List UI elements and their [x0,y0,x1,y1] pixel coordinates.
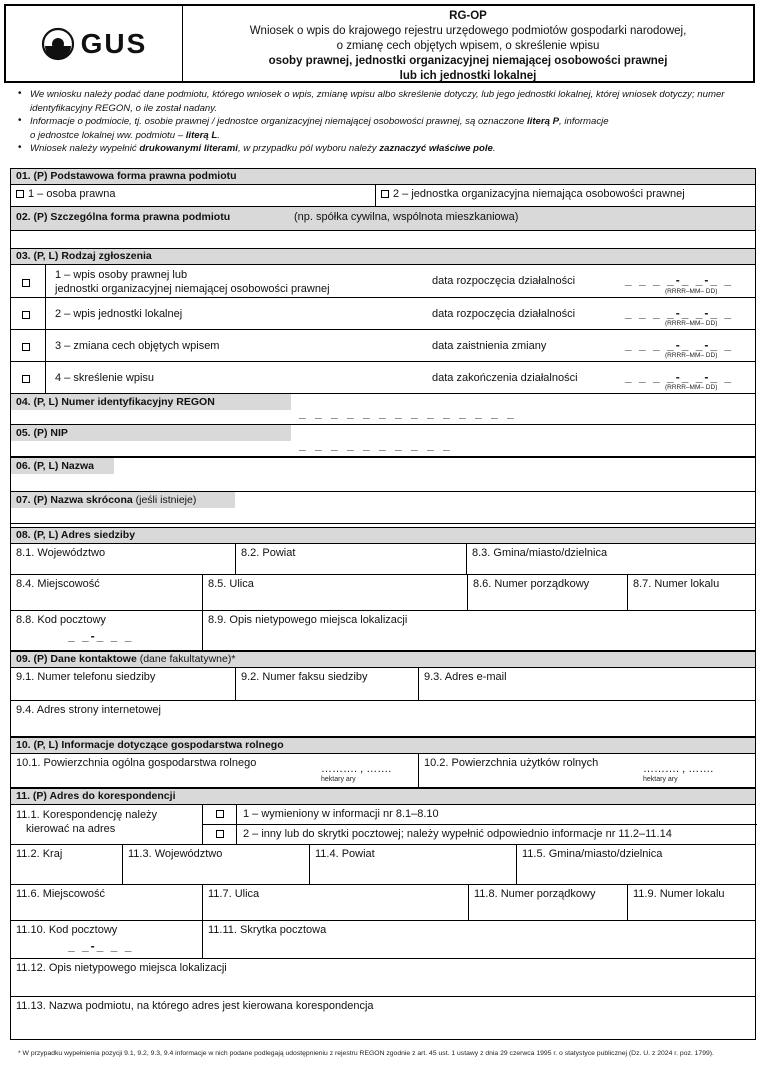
field-voivodeship[interactable]: 8.1. Województwo [11,544,236,574]
change-date-label: data zaistnienia zmiany [432,340,547,352]
section-11-header: 11. (P) Adres do korespondencji [11,788,755,805]
title-line-3: osoby prawnej, jednostki organizacyjnej niemającej osobowości prawnej [268,55,668,67]
regon-field[interactable]: _ _ _ _ _ _ _ _ _ _ _ _ _ _ [299,406,517,420]
instruction-1: • We wniosku należy podać dane podmiotu, którego wniosek o wpis, zmianę wpisu albo skreślenie dotyczy, lub jego jednostki lokalnej, której wniosek dotyczy; numer identyfikacyjny REGON, o ile został nadany. [18,88,748,115]
farm-row [11,754,755,788]
address-row-3 [11,611,755,651]
field-corr-commune[interactable]: 11.5. Gmina/miasto/dzielnica [522,848,663,860]
section-06[interactable] [11,457,755,492]
section-07-header: 07. (P) Nazwa skrócona (jeśli istnieje) [11,492,235,508]
date-format-hint: (RRRR–MM– DD) [665,288,718,295]
field-apartment-number[interactable]: 8.7. Numer lokalu [633,578,720,590]
date-field[interactable]: _ _ _ _-_ _-_ _ [625,370,734,384]
correspondence-option-1: 1 – wymieniony w informacji nr 8.1–8.10 [243,808,439,820]
section-05[interactable] [11,425,755,457]
correspondence-option-2: 2 – inny lub do skrytki pocztowej; należy wypełnić odpowiednio informacje nr 11.2–11.14 [243,828,672,840]
section-04[interactable] [11,394,755,425]
field-country[interactable]: 11.2. Kraj [11,845,123,884]
date-field[interactable]: _ _ _ _-_ _-_ _ [625,338,734,352]
field-corr-postal-code[interactable]: 11.10. Kod pocztowy _ _-_ _ _ [11,921,203,958]
report-type-1-checkbox[interactable] [11,265,46,297]
section-01-row [11,185,755,207]
date-field[interactable]: _ _ _ _-_ _-_ _ [625,273,734,287]
postal-code-mask: _ _-_ _ _ [68,939,134,953]
field-corr-voivodeship[interactable]: 11.3. Województwo [123,845,310,884]
area-units: hektary ary [321,776,356,783]
start-date-label: data rozpoczęcia działalności [432,308,576,320]
field-po-box[interactable]: 11.11. Skrytka pocztowa [208,924,327,936]
correspondence-option-1-checkbox[interactable] [216,810,224,818]
field-postal-code[interactable]: 8.8. Kod pocztowy _ _-_ _ _ [11,611,203,650]
report-type-3-row[interactable] [11,330,755,362]
instruction-3: • Wniosek należy wypełnić drukowanymi literami, w przypadku pól wyboru należy zaznaczyć właściwe pole. [18,142,748,156]
report-type-4-label: 4 – skreślenie wpisu [55,372,155,384]
field-farm-agricultural-area[interactable]: 10.2. Powierzchnia użytków rolnych ………. , ……. hektary ary [424,757,714,783]
section-05-header: 05. (P) NIP [11,425,291,441]
section-01-header: 01. (P) Podstawowa forma prawna podmiotu [11,168,755,185]
section-03-header: 03. (P, L) Rodzaj zgłoszenia [11,248,755,265]
field-corr-county[interactable]: 11.4. Powiat [310,845,517,884]
field-house-number[interactable]: 8.6. Numer porządkowy [468,575,628,610]
area-mask: ………. , ……. [321,763,392,775]
postal-code-mask: _ _-_ _ _ [68,629,134,643]
footnote: * W przypadku wypełnienia pozycji 9.1, 9.2, 9.3, 9.4 informacje w nich podane podlegają udostępnieniu z rejestru REGON zgodnie z art. 45 ust. 1 ustawy z dnia 29 czerwca 1995 r. o statystyce publicznej (Dz. U. z 2024 r. poz. 1799). [18,1050,714,1057]
field-corr-location-description[interactable]: 11.12. Opis nietypowego miejsca lokalizacji [16,962,227,974]
field-locality[interactable]: 8.4. Miejscowość [11,575,203,610]
option-org-unit[interactable]: 2 – jednostka organizacyjna niemająca osobowości prawnej [376,185,757,206]
gus-logo-icon [41,27,75,61]
nip-field[interactable]: _ _ _ _ _ _ _ _ _ _ [299,438,453,452]
report-type-3-checkbox[interactable] [11,330,46,361]
section-02-header: 02. (P) Szczególna forma prawna podmiotu [16,211,231,223]
field-farm-total-area[interactable]: 10.1. Powierzchnia ogólna gospodarstwa rolnego ………. , ……. hektary ary [11,754,419,787]
report-type-2-row[interactable] [11,298,755,330]
section-09-header: 09. (P) Dane kontaktowe (dane fakultatywne)* [11,651,755,668]
field-street[interactable]: 8.5. Ulica [203,575,468,610]
field-commune[interactable]: 8.3. Gmina/miasto/dzielnica [472,547,608,559]
corr-address-row-3 [11,921,755,959]
contact-row-1 [11,668,755,701]
area-mask: ………. , ……. [643,763,714,775]
section-07[interactable] [11,492,755,524]
report-type-1-row[interactable] [11,265,755,298]
date-field[interactable]: _ _ _ _-_ _-_ _ [625,306,734,320]
corr-address-row-1 [11,845,755,885]
section-02-hint: (np. spółka cywilna, wspólnota mieszkaniowa) [294,211,519,223]
checkbox[interactable] [16,190,24,198]
contact-row-2 [11,701,755,737]
date-format-hint: (RRRR–MM– DD) [665,384,718,391]
title-line-4: lub ich jednostki lokalnej [399,70,537,82]
section-10-header: 10. (P, L) Informacje dotyczące gospodarstwa rolnego [11,737,755,754]
correspondence-row [11,805,755,845]
corr-address-row-4 [11,959,755,997]
address-row-1 [11,544,755,575]
field-corr-apartment-number[interactable]: 11.9. Numer lokalu [633,888,725,900]
section-04-header: 04. (P, L) Numer identyfikacyjny REGON [11,394,291,410]
field-phone[interactable]: 9.1. Numer telefonu siedziby [11,668,236,700]
report-type-3-label: 3 – zmiana cech objętych wpisem [55,340,220,352]
section-08-header: 08. (P, L) Adres siedziby [11,527,755,544]
start-date-label: data rozpoczęcia działalności [432,275,576,287]
title-line-2: o zmianę cech objętych wpisem, o skreślenie wpisu [336,40,600,52]
report-type-2-checkbox[interactable] [11,298,46,329]
field-correspondence-target: 11.1. Korespondencję należy kierować na adres [11,805,203,844]
area-units: hektary ary [643,776,678,783]
field-corr-house-number[interactable]: 11.8. Numer porządkowy [469,885,628,920]
field-corr-street[interactable]: 11.7. Ulica [203,885,469,920]
report-type-4-row[interactable] [11,362,755,394]
title-line-1: Wniosek o wpis do krajowego rejestru urzędowego podmiotów gospodarki narodowej, [249,25,687,37]
field-location-description[interactable]: 8.9. Opis nietypowego miejsca lokalizacji [208,614,408,626]
gus-logo [6,6,183,81]
logo-text: GUS [80,27,148,59]
instruction-2: • Informacje o podmiocie, tj. osobie prawnej / jednostce organizacyjnej niemającej osobowości prawnej, są oznaczone literą P, informacje o jednostce lokalnej ww. podmiotu – literą L. [18,115,748,142]
end-date-label: data zakończenia działalności [432,372,578,384]
date-format-hint: (RRRR–MM– DD) [665,352,718,359]
corr-address-row-2 [11,885,755,921]
date-format-hint: (RRRR–MM– DD) [665,320,718,327]
field-fax[interactable]: 9.2. Numer faksu siedziby [236,668,419,700]
field-website[interactable]: 9.4. Adres strony internetowej [16,704,161,716]
option-legal-person[interactable]: 1 – osoba prawna [11,185,376,206]
application-form [10,168,756,1040]
correspondence-option-2-checkbox[interactable] [216,830,224,838]
report-type-2-label: 2 – wpis jednostki lokalnej [55,308,183,320]
field-addressee-name[interactable]: 11.13. Nazwa podmiotu, na którego adres jest kierowana korespondencja [16,1000,374,1012]
field-corr-locality[interactable]: 11.6. Miejscowość [11,885,203,920]
section-02[interactable] [11,207,755,231]
corr-address-row-5 [11,997,755,1039]
instructions [18,88,748,156]
checkbox[interactable] [381,190,389,198]
form-code: RG-OP [449,10,487,22]
report-type-4-checkbox[interactable] [11,362,46,393]
field-county[interactable]: 8.2. Powiat [236,544,467,574]
section-06-header: 06. (P, L) Nazwa [11,458,114,474]
form-title [183,6,753,81]
address-row-2 [11,575,755,611]
report-type-1-label: 1 – wpis osoby prawnej lub jednostki organizacyjnej niemającej osobowości prawnej [55,269,330,295]
field-email[interactable]: 9.3. Adres e-mail [424,671,507,683]
form-header [4,4,755,83]
